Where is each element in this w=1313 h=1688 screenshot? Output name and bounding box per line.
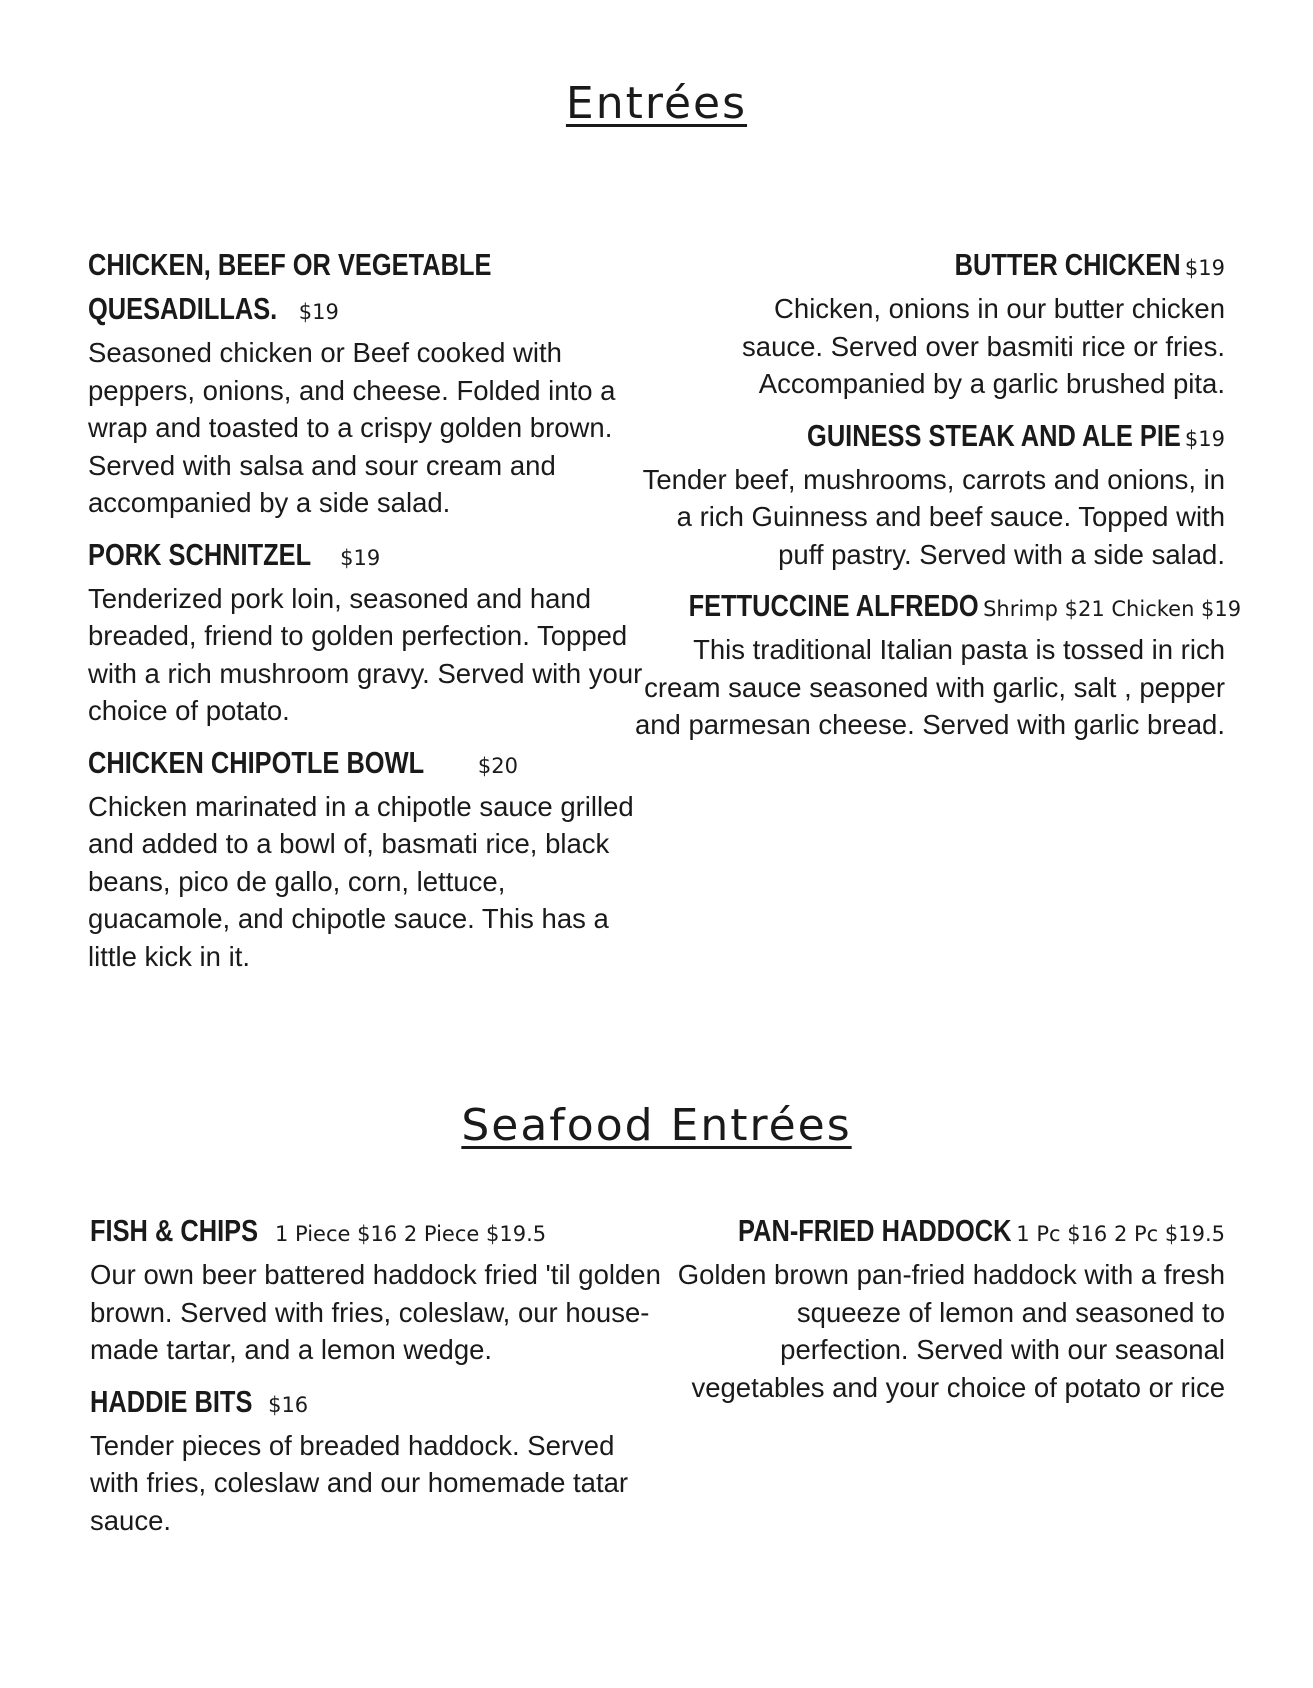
item-price: $20 xyxy=(477,753,518,778)
item-name: BUTTER CHICKEN xyxy=(954,247,1181,282)
item-name: FISH & CHIPS xyxy=(90,1213,259,1248)
menu-item-pork-schnitzel xyxy=(88,536,648,730)
item-name: PORK SCHNITZEL xyxy=(88,536,312,572)
item-price: $19 xyxy=(1184,426,1225,451)
item-description: Seasoned chicken or Beef cooked with peppers, onions, and cheese. Folded into a wrap and toasted to a crispy golden brown. Served with salsa and sour cream and accompanied by a side salad. xyxy=(88,337,616,518)
item-description: Chicken marinated in a chipotle sauce grilled and added to a bowl of, basmati rice, black beans, pico de gallo, corn, lettuce, guacamole, and chipotle sauce. This has a little kick in it. xyxy=(88,790,634,972)
item-price: 1 Piece $16 2 Piece $19.5 xyxy=(274,1222,547,1246)
item-description: Tender pieces of breaded haddock. Served with fries, coleslaw and our homemade tatar sauce. xyxy=(90,1429,629,1536)
item-description: Tenderized pork loin, seasoned and hand breaded, friend to golden perfection. Topped with a rich mushroom gravy. Served with your choice of potato. xyxy=(88,582,643,726)
seafood-title: Seafood Entrées xyxy=(461,1100,852,1151)
item-price: $19 xyxy=(298,300,339,324)
item-name: FETTUCCINE ALFREDO xyxy=(688,588,979,623)
item-description: Our own beer battered haddock fried 'til golden brown. Served with fries, coleslaw, our house-made tartar, and a lemon wedge. xyxy=(90,1259,661,1365)
entrees-title: Entrées xyxy=(565,78,748,129)
item-name: GUINESS STEAK AND ALE PIE xyxy=(806,417,1181,453)
menu-item-fettuccine-alfredo xyxy=(625,587,1242,744)
entrees-right-column xyxy=(625,246,1242,758)
item-name: PAN-FRIED HADDOCK xyxy=(738,1213,1012,1248)
menu-item-pan-fried-haddock xyxy=(665,1212,1225,1406)
menu-item-quesadillas xyxy=(88,246,648,522)
item-price: $19 xyxy=(1184,256,1225,280)
entrees-left-column xyxy=(88,246,648,989)
item-price: 1 Pc $16 2 Pc $19.5 xyxy=(1016,1222,1225,1246)
menu-item-butter-chicken xyxy=(625,246,1225,403)
item-price: Shrimp $21 Chicken $19 xyxy=(983,597,1242,621)
item-name: CHICKEN, BEEF OR VEGETABLE xyxy=(88,247,492,282)
item-price: $16 xyxy=(268,1392,309,1417)
item-name: HADDIE BITS xyxy=(90,1383,253,1419)
menu-item-steak-ale-pie xyxy=(625,417,1225,574)
menu-item-haddie-bits xyxy=(90,1383,680,1540)
menu-item-fish-chips xyxy=(90,1212,680,1369)
seafood-right-column xyxy=(665,1212,1225,1420)
item-description: This traditional Italian pasta is tossed in rich cream sauce seasoned with garlic, salt , pepper and parmesan cheese. Served with garlic bread. xyxy=(634,634,1225,740)
item-name-continued: QUESADILLAS. xyxy=(88,291,278,326)
item-description: Tender beef, mushrooms, carrots and onions, in a rich Guinness and beef sauce. Topped with puff pastry. Served with a side salad. xyxy=(642,463,1225,570)
item-name: CHICKEN CHIPOTLE BOWL xyxy=(88,744,425,780)
seafood-left-column xyxy=(90,1212,680,1553)
item-price: $19 xyxy=(340,545,381,570)
menu-item-chicken-chipotle-bowl xyxy=(88,744,648,976)
item-description: Chicken, onions in our butter chicken sauce. Served over basmiti rice or fries. Accompanied by a garlic brushed pita. xyxy=(742,293,1225,399)
item-description: Golden brown pan-fried haddock with a fresh squeeze of lemon and seasoned to perfection. Served with our seasonal vegetables and your choice of potato or rice xyxy=(677,1259,1225,1403)
